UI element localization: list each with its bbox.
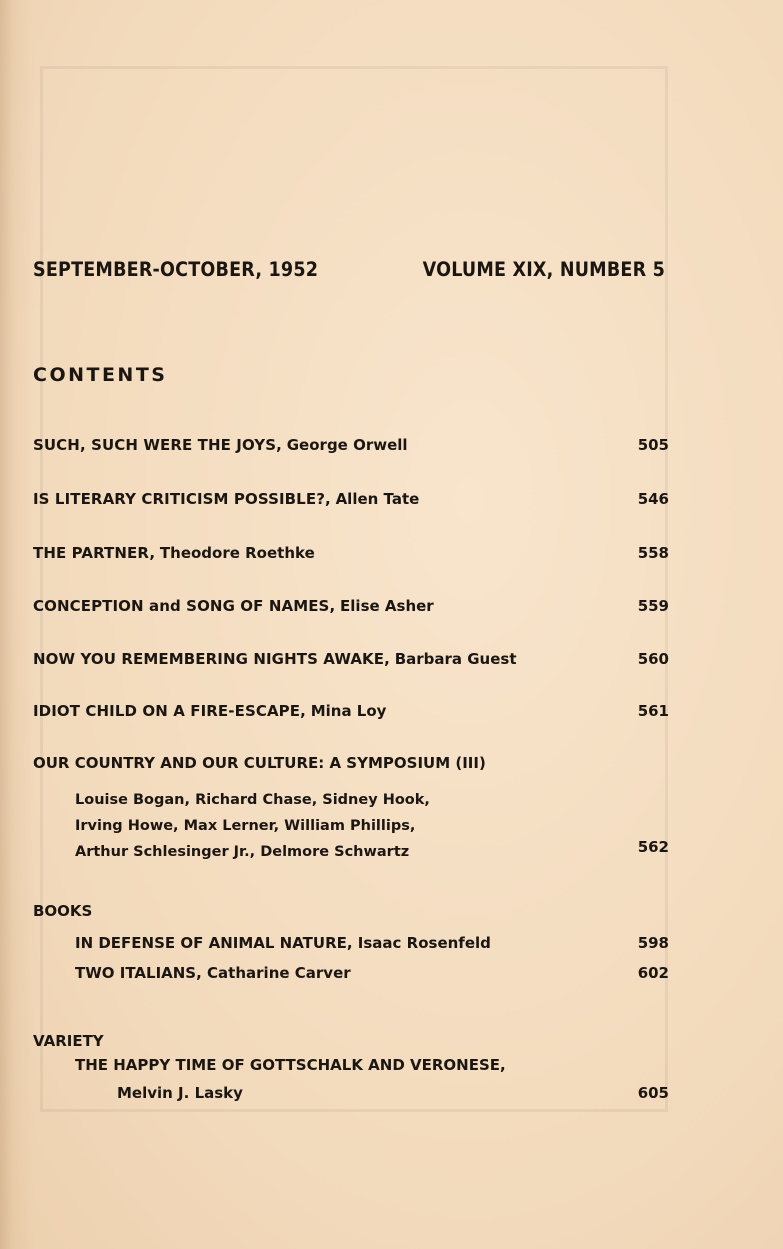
entry-page: 559 xyxy=(637,597,669,615)
entry-author: Allen Tate xyxy=(335,490,420,508)
contents-heading: CONTENTS xyxy=(33,364,168,386)
issue-header xyxy=(33,258,665,281)
variety-author: Melvin J. Lasky xyxy=(117,1084,243,1102)
contributor-line: Louise Bogan, Richard Chase, Sidney Hook, xyxy=(75,792,430,808)
toc-entry xyxy=(33,544,669,562)
entry-title: IS LITERARY CRITICISM POSSIBLE?, xyxy=(33,490,331,508)
variety-page: 605 xyxy=(637,1084,669,1102)
entry-page: 561 xyxy=(637,702,669,720)
entry-title: SUCH, SUCH WERE THE JOYS, xyxy=(33,436,282,454)
entry-author: George Orwell xyxy=(286,436,408,454)
show-through-frame xyxy=(40,66,668,1112)
toc-entry xyxy=(33,702,669,720)
variety-title: THE HAPPY TIME OF GOTTSCHALK AND VERONESE, xyxy=(75,1056,506,1074)
entry-author: Elise Asher xyxy=(340,597,434,615)
contributor-line: Irving Howe, Max Lerner, William Phillips, xyxy=(75,818,416,834)
book-entry xyxy=(75,934,669,952)
entry-title: NOW YOU REMEMBERING NIGHTS AWAKE, xyxy=(33,650,390,668)
book-author: Isaac Rosenfeld xyxy=(357,934,491,952)
books-section-label: BOOKS xyxy=(33,902,93,920)
book-page: 598 xyxy=(637,934,669,952)
toc-entry xyxy=(33,650,669,668)
book-title: IN DEFENSE OF ANIMAL NATURE, xyxy=(75,934,353,952)
entry-page: 546 xyxy=(637,490,669,508)
book-entry xyxy=(75,964,669,982)
toc-entry xyxy=(33,490,669,508)
volume-number: VOLUME XIX, NUMBER 5 xyxy=(422,258,665,281)
entry-title: THE PARTNER, xyxy=(33,544,156,562)
entry-title: CONCEPTION and SONG OF NAMES, xyxy=(33,597,336,615)
entry-author: Barbara Guest xyxy=(394,650,517,668)
entry-page: 558 xyxy=(637,544,669,562)
book-title: TWO ITALIANS, xyxy=(75,964,202,982)
toc-entry xyxy=(33,597,669,615)
entry-page: 505 xyxy=(637,436,669,454)
entry-author: Mina Loy xyxy=(310,702,387,720)
issue-date: SEPTEMBER-OCTOBER, 1952 xyxy=(33,258,319,281)
symposium-contributors xyxy=(75,787,430,865)
variety-section-label: VARIETY xyxy=(33,1032,104,1050)
contributor-line: Arthur Schlesinger Jr., Delmore Schwartz xyxy=(75,844,410,860)
symposium-title: OUR COUNTRY AND OUR CULTURE: A SYMPOSIUM (III) xyxy=(33,754,486,772)
toc-entry xyxy=(33,436,669,454)
book-page: 602 xyxy=(637,964,669,982)
entry-title: IDIOT CHILD ON A FIRE-ESCAPE, xyxy=(33,702,306,720)
entry-author: Theodore Roethke xyxy=(159,544,315,562)
book-author: Catharine Carver xyxy=(207,964,351,982)
entry-page: 560 xyxy=(637,650,669,668)
symposium-page: 562 xyxy=(637,838,669,856)
